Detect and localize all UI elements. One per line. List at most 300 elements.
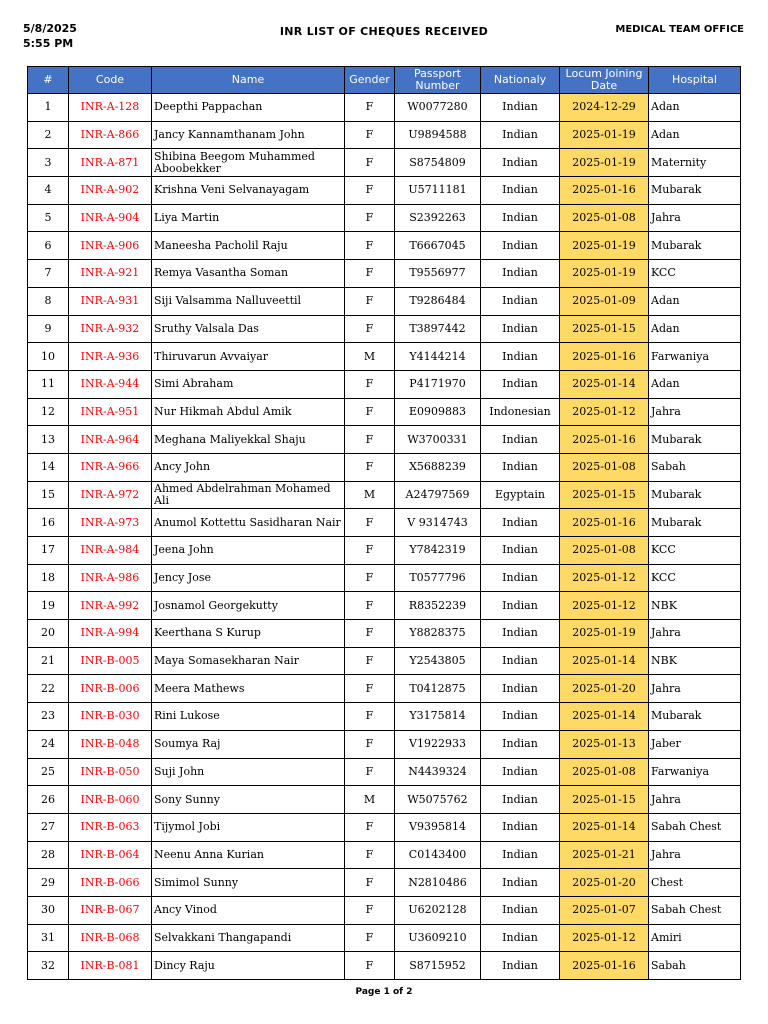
cell-nationality: Indian xyxy=(481,952,560,980)
cell-hospital: Sabah xyxy=(649,952,741,980)
table-header-row xyxy=(28,67,741,94)
cell-index: 8 xyxy=(28,287,69,315)
cell-gender: F xyxy=(345,592,395,620)
cell-nationality: Indian xyxy=(481,675,560,703)
col-header-passport: Passport Number xyxy=(395,67,481,94)
cell-passport: E0909883 xyxy=(395,398,481,426)
col-header-code: Code xyxy=(69,67,152,94)
cell-passport: T6667045 xyxy=(395,232,481,260)
cell-name: Sruthy Valsala Das xyxy=(152,315,345,343)
cell-name: Meera Mathews xyxy=(152,675,345,703)
cell-name: Jancy Kannamthanam John xyxy=(152,121,345,149)
cell-passport: V1922933 xyxy=(395,730,481,758)
cell-hospital: KCC xyxy=(649,537,741,565)
cell-code: INR-B-005 xyxy=(69,647,152,675)
cell-joining-date: 2025-01-08 xyxy=(560,537,649,565)
table-row xyxy=(28,370,741,398)
cell-index: 1 xyxy=(28,94,69,122)
cell-index: 3 xyxy=(28,149,69,177)
cell-code: INR-B-060 xyxy=(69,786,152,814)
cell-index: 6 xyxy=(28,232,69,260)
cell-passport: Y2543805 xyxy=(395,647,481,675)
cell-nationality: Indian xyxy=(481,730,560,758)
cell-index: 12 xyxy=(28,398,69,426)
cell-joining-date: 2025-01-21 xyxy=(560,841,649,869)
cell-name: Maya Somasekharan Nair xyxy=(152,647,345,675)
cell-gender: F xyxy=(345,869,395,897)
cell-code: INR-A-936 xyxy=(69,343,152,371)
cell-joining-date: 2025-01-19 xyxy=(560,121,649,149)
cell-gender: M xyxy=(345,343,395,371)
cell-passport: U6202128 xyxy=(395,896,481,924)
cell-joining-date: 2025-01-09 xyxy=(560,287,649,315)
cell-name: Siji Valsamma Nalluveettil xyxy=(152,287,345,315)
cell-gender: F xyxy=(345,537,395,565)
cell-nationality: Indian xyxy=(481,896,560,924)
cell-code: INR-A-932 xyxy=(69,315,152,343)
cell-index: 4 xyxy=(28,177,69,205)
cell-gender: F xyxy=(345,232,395,260)
table-row xyxy=(28,647,741,675)
col-header-name: Name xyxy=(152,67,345,94)
cell-hospital: Jahra xyxy=(649,204,741,232)
cell-joining-date: 2025-01-15 xyxy=(560,315,649,343)
cell-hospital: Adan xyxy=(649,287,741,315)
table-row xyxy=(28,287,741,315)
cell-gender: F xyxy=(345,813,395,841)
cell-nationality: Indian xyxy=(481,343,560,371)
cell-index: 28 xyxy=(28,841,69,869)
cell-hospital: KCC xyxy=(649,260,741,288)
table-row xyxy=(28,620,741,648)
cell-nationality: Indian xyxy=(481,924,560,952)
cell-name: Krishna Veni Selvanayagam xyxy=(152,177,345,205)
cell-passport: A24797569 xyxy=(395,481,481,509)
cell-hospital: Jahra xyxy=(649,786,741,814)
cell-joining-date: 2025-01-19 xyxy=(560,620,649,648)
cell-index: 11 xyxy=(28,370,69,398)
cell-nationality: Indian xyxy=(481,315,560,343)
cell-passport: X5688239 xyxy=(395,453,481,481)
cell-hospital: Mubarak xyxy=(649,703,741,731)
cell-hospital: Adan xyxy=(649,370,741,398)
cell-passport: Y7842319 xyxy=(395,537,481,565)
cell-passport: N2810486 xyxy=(395,869,481,897)
cell-passport: T0577796 xyxy=(395,564,481,592)
cell-joining-date: 2025-01-12 xyxy=(560,924,649,952)
cell-gender: F xyxy=(345,177,395,205)
cell-index: 31 xyxy=(28,924,69,952)
cell-nationality: Indian xyxy=(481,370,560,398)
table-row xyxy=(28,564,741,592)
table-row xyxy=(28,592,741,620)
cell-joining-date: 2025-01-08 xyxy=(560,453,649,481)
cell-passport: N4439324 xyxy=(395,758,481,786)
cell-index: 10 xyxy=(28,343,69,371)
cell-index: 20 xyxy=(28,620,69,648)
cell-nationality: Indian xyxy=(481,149,560,177)
cell-gender: F xyxy=(345,758,395,786)
cell-gender: F xyxy=(345,121,395,149)
table-row xyxy=(28,924,741,952)
cell-code: INR-A-984 xyxy=(69,537,152,565)
cell-passport: W0077280 xyxy=(395,94,481,122)
cell-nationality: Indonesian xyxy=(481,398,560,426)
cell-joining-date: 2025-01-12 xyxy=(560,592,649,620)
cell-gender: F xyxy=(345,952,395,980)
cell-code: INR-A-944 xyxy=(69,370,152,398)
cell-nationality: Indian xyxy=(481,232,560,260)
cell-name: Maneesha Pacholil Raju xyxy=(152,232,345,260)
cell-hospital: Mubarak xyxy=(649,481,741,509)
cell-hospital: Mubarak xyxy=(649,177,741,205)
cell-name: Jeena John xyxy=(152,537,345,565)
cell-passport: T9556977 xyxy=(395,260,481,288)
cell-nationality: Indian xyxy=(481,813,560,841)
cell-passport: S8715952 xyxy=(395,952,481,980)
cell-nationality: Indian xyxy=(481,177,560,205)
cell-joining-date: 2025-01-13 xyxy=(560,730,649,758)
cell-joining-date: 2025-01-14 xyxy=(560,703,649,731)
table-row xyxy=(28,952,741,980)
cell-name: Ahmed Abdelrahman Mohamed Ali xyxy=(152,481,345,509)
cell-index: 22 xyxy=(28,675,69,703)
table-row xyxy=(28,343,741,371)
cell-hospital: Sabah xyxy=(649,453,741,481)
cell-code: INR-B-030 xyxy=(69,703,152,731)
cell-hospital: NBK xyxy=(649,647,741,675)
cell-index: 16 xyxy=(28,509,69,537)
cell-passport: S2392263 xyxy=(395,204,481,232)
cell-index: 14 xyxy=(28,453,69,481)
table-row xyxy=(28,896,741,924)
cell-nationality: Indian xyxy=(481,94,560,122)
cell-name: Deepthi Pappachan xyxy=(152,94,345,122)
cell-index: 32 xyxy=(28,952,69,980)
cell-nationality: Indian xyxy=(481,509,560,537)
col-header-joining-date: Locum Joining Date xyxy=(560,67,649,94)
cell-name: Dincy Raju xyxy=(152,952,345,980)
cell-name: Simimol Sunny xyxy=(152,869,345,897)
cell-hospital: Sabah Chest xyxy=(649,813,741,841)
cell-gender: F xyxy=(345,370,395,398)
cell-joining-date: 2025-01-12 xyxy=(560,564,649,592)
cell-name: Keerthana S Kurup xyxy=(152,620,345,648)
cell-passport: U9894588 xyxy=(395,121,481,149)
cell-hospital: Adan xyxy=(649,315,741,343)
cell-gender: F xyxy=(345,647,395,675)
cell-index: 19 xyxy=(28,592,69,620)
cell-joining-date: 2025-01-19 xyxy=(560,260,649,288)
cell-joining-date: 2025-01-14 xyxy=(560,370,649,398)
cell-name: Rini Lukose xyxy=(152,703,345,731)
cell-joining-date: 2025-01-15 xyxy=(560,481,649,509)
cell-name: Anumol Kottettu Sasidharan Nair xyxy=(152,509,345,537)
cell-gender: F xyxy=(345,730,395,758)
cell-code: INR-A-986 xyxy=(69,564,152,592)
cell-gender: F xyxy=(345,453,395,481)
cell-passport: U3609210 xyxy=(395,924,481,952)
cell-index: 27 xyxy=(28,813,69,841)
cell-hospital: Chest xyxy=(649,869,741,897)
cell-passport: Y4144214 xyxy=(395,343,481,371)
cell-gender: M xyxy=(345,481,395,509)
cell-code: INR-B-081 xyxy=(69,952,152,980)
cell-name: Remya Vasantha Soman xyxy=(152,260,345,288)
cell-code: INR-A-951 xyxy=(69,398,152,426)
cell-name: Neenu Anna Kurian xyxy=(152,841,345,869)
cell-joining-date: 2025-01-16 xyxy=(560,343,649,371)
table-row xyxy=(28,453,741,481)
col-header-index: # xyxy=(28,67,69,94)
table-row xyxy=(28,786,741,814)
cell-hospital: Maternity xyxy=(649,149,741,177)
cell-index: 18 xyxy=(28,564,69,592)
cell-nationality: Indian xyxy=(481,703,560,731)
cell-index: 13 xyxy=(28,426,69,454)
cell-nationality: Indian xyxy=(481,592,560,620)
table-row xyxy=(28,509,741,537)
cell-name: Ancy Vinod xyxy=(152,896,345,924)
cell-code: INR-B-050 xyxy=(69,758,152,786)
cell-code: INR-B-064 xyxy=(69,841,152,869)
table-row xyxy=(28,315,741,343)
cell-hospital: Jahra xyxy=(649,675,741,703)
cell-code: INR-A-931 xyxy=(69,287,152,315)
cell-joining-date: 2025-01-08 xyxy=(560,204,649,232)
cell-name: Josnamol Georgekutty xyxy=(152,592,345,620)
cell-name: Tijymol Jobi xyxy=(152,813,345,841)
cell-joining-date: 2025-01-16 xyxy=(560,426,649,454)
cell-name: Jency Jose xyxy=(152,564,345,592)
col-header-nationality: Nationaly xyxy=(481,67,560,94)
cell-passport: T0412875 xyxy=(395,675,481,703)
cell-nationality: Indian xyxy=(481,426,560,454)
cell-index: 23 xyxy=(28,703,69,731)
cell-nationality: Indian xyxy=(481,537,560,565)
cell-hospital: NBK xyxy=(649,592,741,620)
table-body xyxy=(28,94,741,980)
cell-gender: F xyxy=(345,703,395,731)
cell-code: INR-A-906 xyxy=(69,232,152,260)
cell-joining-date: 2025-01-16 xyxy=(560,509,649,537)
cell-joining-date: 2025-01-20 xyxy=(560,869,649,897)
cell-passport: U5711181 xyxy=(395,177,481,205)
cell-name: Simi Abraham xyxy=(152,370,345,398)
cell-passport: Y3175814 xyxy=(395,703,481,731)
cell-passport: T3897442 xyxy=(395,315,481,343)
table-row xyxy=(28,121,741,149)
cell-code: INR-A-973 xyxy=(69,509,152,537)
office-name: MEDICAL TEAM OFFICE xyxy=(615,24,744,35)
cell-hospital: Jahra xyxy=(649,841,741,869)
cell-joining-date: 2025-01-12 xyxy=(560,398,649,426)
cell-gender: M xyxy=(345,786,395,814)
cell-passport: S8754809 xyxy=(395,149,481,177)
cell-name: Selvakkani Thangapandi xyxy=(152,924,345,952)
cell-joining-date: 2024-12-29 xyxy=(560,94,649,122)
cell-gender: F xyxy=(345,924,395,952)
cell-code: INR-A-992 xyxy=(69,592,152,620)
cell-name: Sony Sunny xyxy=(152,786,345,814)
page-title: INR LIST OF CHEQUES RECEIVED xyxy=(279,25,489,38)
cell-index: 5 xyxy=(28,204,69,232)
cell-code: INR-A-964 xyxy=(69,426,152,454)
cell-name: Meghana Maliyekkal Shaju xyxy=(152,426,345,454)
cell-code: INR-A-866 xyxy=(69,121,152,149)
cell-joining-date: 2025-01-15 xyxy=(560,786,649,814)
cell-index: 15 xyxy=(28,481,69,509)
cheques-table xyxy=(27,66,741,980)
page-number: Page 1 of 2 xyxy=(355,987,413,997)
cell-nationality: Indian xyxy=(481,121,560,149)
cell-code: INR-B-068 xyxy=(69,924,152,952)
table-row xyxy=(28,841,741,869)
cell-joining-date: 2025-01-08 xyxy=(560,758,649,786)
cell-gender: F xyxy=(345,398,395,426)
cell-hospital: Mubarak xyxy=(649,426,741,454)
cell-code: INR-B-066 xyxy=(69,869,152,897)
cell-passport: V9395814 xyxy=(395,813,481,841)
cell-index: 29 xyxy=(28,869,69,897)
cell-nationality: Indian xyxy=(481,786,560,814)
cell-hospital: Mubarak xyxy=(649,509,741,537)
col-header-gender: Gender xyxy=(345,67,395,94)
cell-gender: F xyxy=(345,260,395,288)
cell-passport: W5075762 xyxy=(395,786,481,814)
cell-hospital: Adan xyxy=(649,121,741,149)
cell-hospital: Jahra xyxy=(649,398,741,426)
table-row xyxy=(28,94,741,122)
cell-hospital: Jaber xyxy=(649,730,741,758)
report-date: 5/8/2025 xyxy=(23,22,77,35)
table-row xyxy=(28,813,741,841)
cell-nationality: Indian xyxy=(481,758,560,786)
table-row xyxy=(28,204,741,232)
cell-nationality: Egyptain xyxy=(481,481,560,509)
table-row xyxy=(28,481,741,509)
cell-gender: F xyxy=(345,149,395,177)
table-row xyxy=(28,758,741,786)
cell-passport: C0143400 xyxy=(395,841,481,869)
cell-index: 21 xyxy=(28,647,69,675)
cell-name: Soumya Raj xyxy=(152,730,345,758)
cell-hospital: Adan xyxy=(649,94,741,122)
cell-code: INR-B-063 xyxy=(69,813,152,841)
table-row xyxy=(28,869,741,897)
cell-joining-date: 2025-01-16 xyxy=(560,177,649,205)
cell-code: INR-A-972 xyxy=(69,481,152,509)
cell-index: 9 xyxy=(28,315,69,343)
cell-joining-date: 2025-01-16 xyxy=(560,952,649,980)
cell-joining-date: 2025-01-14 xyxy=(560,647,649,675)
cell-code: INR-A-902 xyxy=(69,177,152,205)
cell-name: Liya Martin xyxy=(152,204,345,232)
cell-nationality: Indian xyxy=(481,453,560,481)
cell-code: INR-A-128 xyxy=(69,94,152,122)
cell-hospital: Jahra xyxy=(649,620,741,648)
table-row xyxy=(28,177,741,205)
cell-nationality: Indian xyxy=(481,841,560,869)
cell-hospital: Sabah Chest xyxy=(649,896,741,924)
cell-gender: F xyxy=(345,204,395,232)
cell-nationality: Indian xyxy=(481,869,560,897)
cell-index: 7 xyxy=(28,260,69,288)
cell-hospital: Amiri xyxy=(649,924,741,952)
cell-nationality: Indian xyxy=(481,620,560,648)
cell-index: 24 xyxy=(28,730,69,758)
cell-joining-date: 2025-01-19 xyxy=(560,149,649,177)
cell-joining-date: 2025-01-14 xyxy=(560,813,649,841)
cell-nationality: Indian xyxy=(481,260,560,288)
cell-code: INR-A-871 xyxy=(69,149,152,177)
cell-nationality: Indian xyxy=(481,564,560,592)
table-row xyxy=(28,398,741,426)
cell-name: Thiruvarun Avvaiyar xyxy=(152,343,345,371)
cell-gender: F xyxy=(345,675,395,703)
table-row xyxy=(28,537,741,565)
cell-joining-date: 2025-01-20 xyxy=(560,675,649,703)
table-row xyxy=(28,730,741,758)
cell-passport: V 9314743 xyxy=(395,509,481,537)
cell-name: Nur Hikmah Abdul Amik xyxy=(152,398,345,426)
cell-gender: F xyxy=(345,509,395,537)
cell-gender: F xyxy=(345,94,395,122)
table-row xyxy=(28,675,741,703)
cell-code: INR-A-994 xyxy=(69,620,152,648)
cell-joining-date: 2025-01-07 xyxy=(560,896,649,924)
cell-nationality: Indian xyxy=(481,647,560,675)
cell-code: INR-A-904 xyxy=(69,204,152,232)
cell-nationality: Indian xyxy=(481,204,560,232)
table-row xyxy=(28,149,741,177)
col-header-hospital: Hospital xyxy=(649,67,741,94)
cell-passport: Y8828375 xyxy=(395,620,481,648)
cell-hospital: Farwaniya xyxy=(649,758,741,786)
cell-name: Ancy John xyxy=(152,453,345,481)
cell-index: 26 xyxy=(28,786,69,814)
cell-index: 2 xyxy=(28,121,69,149)
cell-name: Shibina Beegom Muhammed Aboobekker xyxy=(152,149,345,177)
cell-hospital: Farwaniya xyxy=(649,343,741,371)
report-time: 5:55 PM xyxy=(23,37,74,50)
cell-passport: R8352239 xyxy=(395,592,481,620)
cell-passport: P4171970 xyxy=(395,370,481,398)
cell-joining-date: 2025-01-19 xyxy=(560,232,649,260)
cell-code: INR-B-048 xyxy=(69,730,152,758)
table-row xyxy=(28,260,741,288)
cell-code: INR-A-921 xyxy=(69,260,152,288)
cell-gender: F xyxy=(345,564,395,592)
cell-code: INR-B-006 xyxy=(69,675,152,703)
cell-gender: F xyxy=(345,620,395,648)
cell-gender: F xyxy=(345,315,395,343)
cell-code: INR-A-966 xyxy=(69,453,152,481)
table-row xyxy=(28,232,741,260)
cell-passport: T9286484 xyxy=(395,287,481,315)
cell-name: Suji John xyxy=(152,758,345,786)
cell-passport: W3700331 xyxy=(395,426,481,454)
table-row xyxy=(28,703,741,731)
cell-hospital: Mubarak xyxy=(649,232,741,260)
cell-nationality: Indian xyxy=(481,287,560,315)
cell-index: 17 xyxy=(28,537,69,565)
cell-code: INR-B-067 xyxy=(69,896,152,924)
cell-index: 30 xyxy=(28,896,69,924)
cell-gender: F xyxy=(345,287,395,315)
cell-index: 25 xyxy=(28,758,69,786)
cell-hospital: KCC xyxy=(649,564,741,592)
